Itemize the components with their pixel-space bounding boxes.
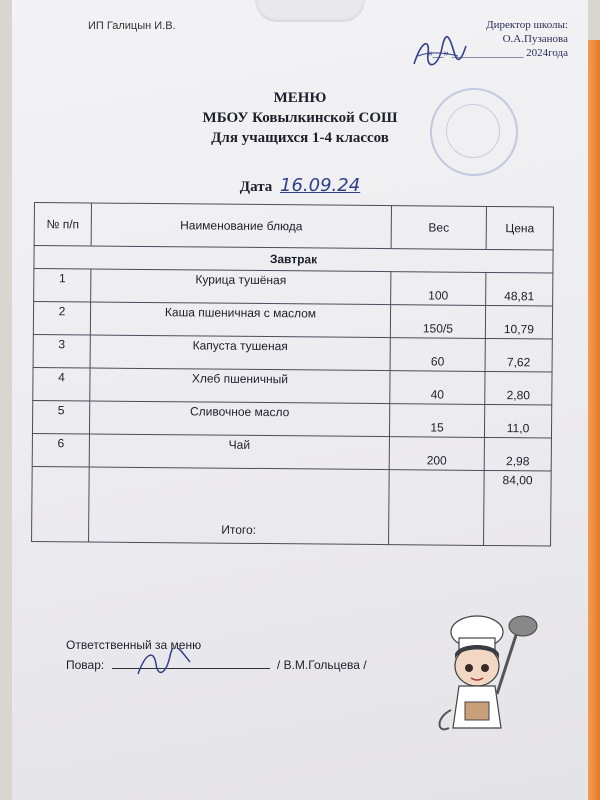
signature-icon xyxy=(134,648,194,678)
row-num: 3 xyxy=(33,334,90,367)
row-name: Чай xyxy=(89,434,389,470)
total-label: Итого: xyxy=(89,467,390,545)
row-name: Сливочное масло xyxy=(89,401,389,437)
row-num: 6 xyxy=(32,433,89,466)
row-num: 4 xyxy=(33,367,90,400)
menu-document xyxy=(30,18,570,798)
row-price: 2,98 xyxy=(484,437,551,471)
row-price: 2,80 xyxy=(485,371,552,405)
header-price: Цена xyxy=(486,206,553,250)
section-label: Завтрак xyxy=(34,246,553,274)
row-name: Курица тушёная xyxy=(91,269,391,305)
row-name: Каша пшеничная с маслом xyxy=(90,302,390,338)
audience: Для учащихся 1-4 классов xyxy=(211,130,389,146)
row-price: 11,0 xyxy=(484,404,551,438)
row-weight: 200 xyxy=(389,437,484,471)
row-weight: 100 xyxy=(391,272,486,306)
total-num-cell xyxy=(32,466,90,541)
table-row xyxy=(32,400,551,438)
menu-table xyxy=(31,202,554,547)
row-weight: 40 xyxy=(390,371,485,405)
vendor-name: ИП Галицын И.В. xyxy=(88,20,176,32)
row-weight: 150/5 xyxy=(390,305,485,339)
row-weight: 60 xyxy=(390,338,485,372)
row-num: 1 xyxy=(34,269,91,302)
folder-edge xyxy=(586,40,600,800)
header-num: № п/п xyxy=(34,203,91,246)
table-row xyxy=(32,433,551,471)
school-name: МБОУ Ковылкинской СОШ xyxy=(202,110,398,126)
date-label: Дата xyxy=(239,179,273,195)
cook-line xyxy=(66,658,367,672)
signature-icon xyxy=(408,34,468,74)
table-header-row xyxy=(34,203,553,251)
total-value: 84,00 xyxy=(484,470,552,546)
row-price: 48,81 xyxy=(486,272,553,306)
row-num: 2 xyxy=(33,302,90,335)
row-price: 7,62 xyxy=(485,338,552,372)
row-name: Капуста тушеная xyxy=(90,335,390,371)
table-row xyxy=(34,269,553,307)
approval-title: Директор школы: xyxy=(486,19,568,31)
header-weight: Вес xyxy=(391,206,486,250)
table-row xyxy=(33,334,552,372)
row-weight: 15 xyxy=(389,404,484,438)
total-weight-cell xyxy=(389,470,485,546)
date-line xyxy=(30,175,570,196)
total-row xyxy=(32,466,552,546)
approval-name: О.А.Пузанова xyxy=(502,33,568,45)
table-row xyxy=(33,367,552,405)
header-name: Наименование блюда xyxy=(91,203,391,249)
approval-date: «__» _____________ 2024года xyxy=(427,47,568,59)
responsible-label: Ответственный за меню xyxy=(66,638,202,652)
row-num: 5 xyxy=(32,400,89,433)
cook-label: Повар: xyxy=(66,658,105,672)
cook-name: / В.М.Гольцева / xyxy=(276,658,367,672)
menu-title: МЕНЮ xyxy=(273,90,327,106)
table-row xyxy=(33,302,552,340)
chef-mascot-icon xyxy=(425,610,555,740)
row-price: 10,79 xyxy=(485,305,552,339)
date-value: 16.09.24 xyxy=(280,175,361,196)
row-name: Хлеб пшеничный xyxy=(90,368,390,404)
